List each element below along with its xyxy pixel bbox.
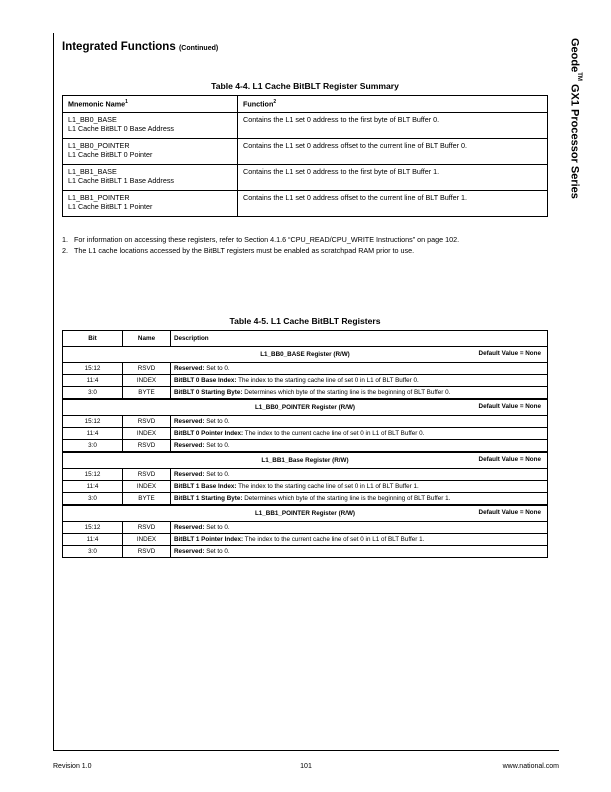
register-title: L1_BB0_BASE Register (R/W) (260, 350, 350, 358)
mnemonic-header: Mnemonic Name$^1$ (63, 96, 238, 113)
footnote-1: 1. For information on accessing these registers, refer to Section 4.1.6 “CPU_READ/CPU_WRITE Instructions” on page 102. (62, 235, 460, 244)
table-4-4-caption: Table 4-4. L1 Cache BitBLT Register Summary (211, 81, 399, 91)
table-row: 15:12 RSVD Reserved: Set to 0. (63, 522, 548, 534)
mnemonic-cell: L1_BB1_POINTER L1 Cache BitBLT 1 Pointer (63, 191, 238, 217)
table-footnotes (62, 235, 548, 258)
table-4-5-caption: Table 4-5. L1 Cache BitBLT Registers (229, 316, 381, 326)
table-row: 3:0 RSVD Reserved: Set to 0. (63, 440, 548, 453)
section-heading (62, 41, 218, 53)
default-value: Default Value = None (478, 350, 541, 357)
register-title: L1_BB1_POINTER Register (R/W) (254, 509, 356, 517)
default-value: Default Value = None (478, 403, 541, 410)
table-row: 15:12 RSVD Reserved: Set to 0. (63, 469, 548, 481)
description-header: Description (171, 331, 548, 347)
register-header-row (63, 505, 548, 522)
footer-url: www.national.com (502, 763, 559, 770)
summary-header-row (63, 96, 548, 113)
table-row: 11:4 INDEX BitBLT 0 Pointer Index: The index to the current cache line of set 0 in L1 of BLT Buffer 0. (63, 428, 548, 440)
footnote-2: 2. The L1 cache locations accessed by the BitBLT registers must be enabled as scratchpad RAM prior to use. (62, 246, 415, 256)
register-detail-table (62, 330, 548, 558)
regs-header-row (63, 331, 548, 347)
register-header-row (63, 399, 548, 416)
function-cell: Contains the L1 set 0 address to the first byte of BLT Buffer 1. (238, 165, 548, 191)
function-cell: Contains the L1 set 0 address offset to the current line of BLT Buffer 1. (238, 191, 548, 217)
register-title: L1_BB1_Base Register (R/W) (261, 456, 349, 464)
default-value: Default Value = None (478, 456, 541, 463)
footer-revision: Revision 1.0 (53, 763, 92, 770)
mnemonic-cell: L1_BB0_BASE L1 Cache BitBLT 0 Base Address (63, 113, 238, 139)
default-value: Default Value = None (478, 509, 541, 516)
name-header: Name (123, 331, 171, 347)
register-header-row (63, 452, 548, 469)
table-row: 3:0 BYTE BitBLT 0 Starting Byte: Determines which byte of the starting line is the beginning of BLT Buffer 0. (63, 387, 548, 400)
table-row: 11:4 INDEX BitBLT 1 Base Index: The index to the starting cache line of set 0 in L1 of BLT Buffer 1. (63, 481, 548, 493)
table-row: 11:4 INDEX BitBLT 1 Pointer Index: The index to the current cache line of set 0 in L1 of BLT Buffer 1. (63, 534, 548, 546)
table-row: 11:4 INDEX BitBLT 0 Base Index: The index to the starting cache line of set 0 in L1 of BLT Buffer 0. (63, 375, 548, 387)
table-row (63, 139, 548, 165)
footer-page-number: 101 (300, 763, 312, 770)
function-header: Function$^2$ (238, 96, 548, 113)
function-cell: Contains the L1 set 0 address to the first byte of BLT Buffer 0. (238, 113, 548, 139)
left-margin-rule (53, 33, 54, 750)
register-summary-table (62, 95, 548, 217)
side-title: Geode™ GX1 Processor Series (568, 38, 582, 199)
section-continued: (Continued) (178, 45, 219, 52)
function-cell: Contains the L1 set 0 address offset to the current line of BLT Buffer 0. (238, 139, 548, 165)
table-row (63, 165, 548, 191)
table-row (63, 191, 548, 217)
table-row: 3:0 BYTE BitBLT 1 Starting Byte: Determines which byte of the starting line is the beginning of BLT Buffer 1. (63, 493, 548, 506)
register-header-row (63, 347, 548, 363)
table-row: 3:0 RSVD Reserved: Set to 0. (63, 546, 548, 558)
section-title: Integrated Functions (62, 41, 176, 53)
mnemonic-cell: L1_BB0_POINTER L1 Cache BitBLT 0 Pointer (63, 139, 238, 165)
mnemonic-cell: L1_BB1_BASE L1 Cache BitBLT 1 Base Address (63, 165, 238, 191)
footer-rule (53, 750, 559, 751)
register-title: L1_BB0_POINTER Register (R/W) (254, 403, 356, 411)
table-row: 15:12 RSVD Reserved: Set to 0. (63, 416, 548, 428)
table-row: 15:12 RSVD Reserved: Set to 0. (63, 363, 548, 375)
bit-header: Bit (63, 331, 123, 347)
table-row (63, 113, 548, 139)
